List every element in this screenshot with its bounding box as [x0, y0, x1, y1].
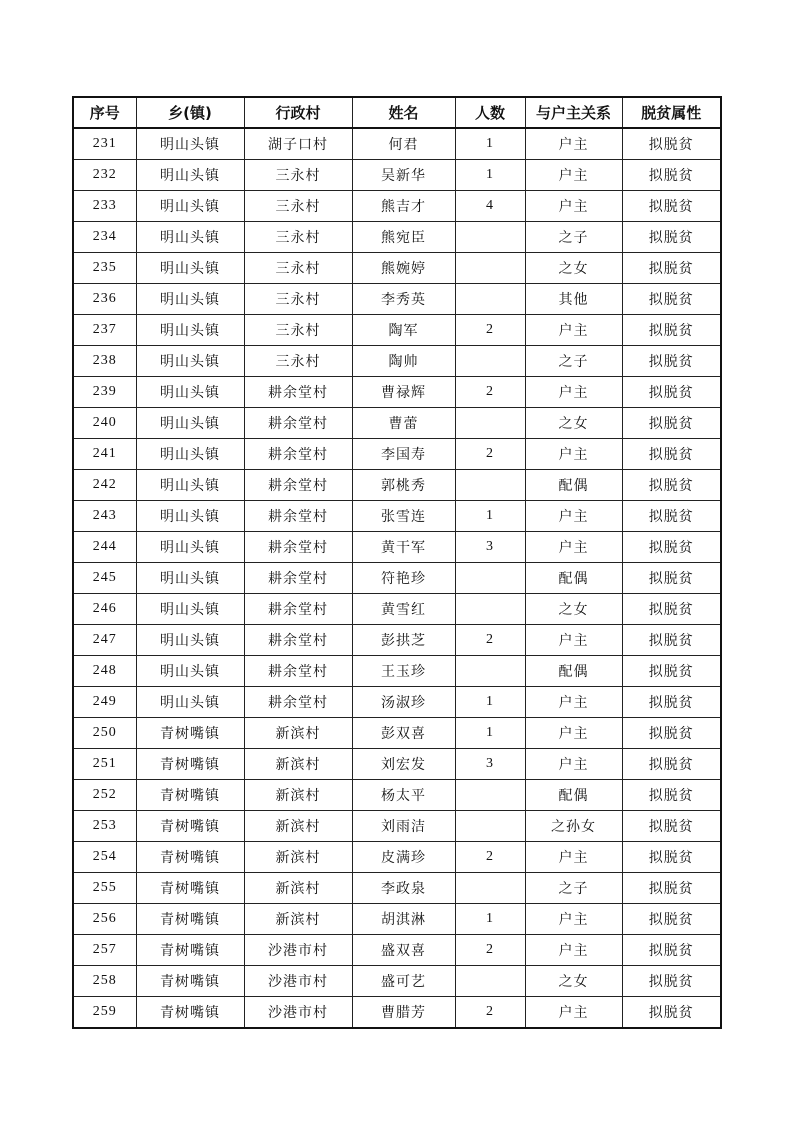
- poverty-status-cell: 拟脱贫: [622, 842, 721, 873]
- serial-number-cell: 255: [73, 873, 136, 904]
- name-cell: 李政泉: [352, 873, 455, 904]
- household-size-cell: [455, 284, 525, 315]
- township-cell: 明山头镇: [136, 687, 244, 718]
- relation-cell: 户主: [525, 718, 622, 749]
- township-cell: 明山头镇: [136, 501, 244, 532]
- table-row: [73, 408, 721, 439]
- household-size-cell: [455, 594, 525, 625]
- village-cell: 沙港市村: [244, 966, 352, 997]
- table-row: [73, 377, 721, 408]
- name-cell: 陶军: [352, 315, 455, 346]
- village-cell: 三永村: [244, 222, 352, 253]
- household-size-cell: 2: [455, 842, 525, 873]
- poverty-status-cell: 拟脱贫: [622, 532, 721, 563]
- village-cell: 耕余堂村: [244, 687, 352, 718]
- relation-cell: 户主: [525, 532, 622, 563]
- township-cell: 明山头镇: [136, 346, 244, 377]
- serial-number-cell: 254: [73, 842, 136, 873]
- serial-number-cell: 249: [73, 687, 136, 718]
- serial-number-cell: 231: [73, 128, 136, 160]
- village-cell: 耕余堂村: [244, 439, 352, 470]
- name-cell: 郭桃秀: [352, 470, 455, 501]
- poverty-status-cell: 拟脱贫: [622, 687, 721, 718]
- poverty-status-cell: 拟脱贫: [622, 997, 721, 1029]
- household-size-cell: [455, 346, 525, 377]
- relation-cell: 其他: [525, 284, 622, 315]
- serial-number-cell: 248: [73, 656, 136, 687]
- serial-number-cell: 235: [73, 253, 136, 284]
- household-size-cell: 1: [455, 501, 525, 532]
- serial-number-cell: 233: [73, 191, 136, 222]
- township-cell: 青树嘴镇: [136, 997, 244, 1029]
- table-row: [73, 594, 721, 625]
- poverty-status-cell: 拟脱贫: [622, 160, 721, 191]
- serial-number-cell: 247: [73, 625, 136, 656]
- household-size-cell: 4: [455, 191, 525, 222]
- household-size-cell: 2: [455, 377, 525, 408]
- table-row: [73, 315, 721, 346]
- name-cell: 何君: [352, 128, 455, 160]
- relation-cell: 之女: [525, 253, 622, 284]
- serial-number-cell: 241: [73, 439, 136, 470]
- poverty-status-cell: 拟脱贫: [622, 253, 721, 284]
- household-size-cell: [455, 811, 525, 842]
- name-cell: 盛双喜: [352, 935, 455, 966]
- poverty-roster-table: [72, 96, 722, 1029]
- village-cell: 新滨村: [244, 811, 352, 842]
- household-size-cell: [455, 408, 525, 439]
- township-cell: 明山头镇: [136, 656, 244, 687]
- poverty-status-cell: 拟脱贫: [622, 128, 721, 160]
- village-cell: 耕余堂村: [244, 377, 352, 408]
- serial-number-cell: 256: [73, 904, 136, 935]
- poverty-status-cell: 拟脱贫: [622, 470, 721, 501]
- table-row: [73, 656, 721, 687]
- township-cell: 明山头镇: [136, 532, 244, 563]
- village-cell: 新滨村: [244, 904, 352, 935]
- household-size-cell: 1: [455, 687, 525, 718]
- township-cell: 明山头镇: [136, 128, 244, 160]
- relation-cell: 户主: [525, 935, 622, 966]
- poverty-status-cell: 拟脱贫: [622, 501, 721, 532]
- table-row: [73, 160, 721, 191]
- table-row: [73, 997, 721, 1029]
- table-row: [73, 625, 721, 656]
- table-row: [73, 191, 721, 222]
- poverty-status-cell: 拟脱贫: [622, 656, 721, 687]
- poverty-status-cell: 拟脱贫: [622, 594, 721, 625]
- township-cell: 青树嘴镇: [136, 935, 244, 966]
- name-cell: 李秀英: [352, 284, 455, 315]
- serial-number-cell: 246: [73, 594, 136, 625]
- relation-cell: 户主: [525, 625, 622, 656]
- name-cell: 熊婉婷: [352, 253, 455, 284]
- name-cell: 刘宏发: [352, 749, 455, 780]
- poverty-status-cell: 拟脱贫: [622, 718, 721, 749]
- township-cell: 青树嘴镇: [136, 842, 244, 873]
- serial-number-cell: 253: [73, 811, 136, 842]
- name-cell: 胡淇淋: [352, 904, 455, 935]
- table-row: [73, 718, 721, 749]
- village-cell: 新滨村: [244, 718, 352, 749]
- township-cell: 明山头镇: [136, 470, 244, 501]
- poverty-status-cell: 拟脱贫: [622, 904, 721, 935]
- table-row: [73, 687, 721, 718]
- township-cell: 明山头镇: [136, 563, 244, 594]
- village-cell: 湖子口村: [244, 128, 352, 160]
- name-cell: 黄干军: [352, 532, 455, 563]
- serial-number-cell: 244: [73, 532, 136, 563]
- name-cell: 熊吉才: [352, 191, 455, 222]
- household-size-cell: 2: [455, 625, 525, 656]
- table-row: [73, 811, 721, 842]
- poverty-status-cell: 拟脱贫: [622, 563, 721, 594]
- header-row: [73, 97, 721, 128]
- table-row: [73, 128, 721, 160]
- table-row: [73, 842, 721, 873]
- poverty-status-cell: 拟脱贫: [622, 315, 721, 346]
- header-relation-to-head: 与户主关系: [525, 97, 622, 128]
- table-row: [73, 284, 721, 315]
- poverty-status-cell: 拟脱贫: [622, 625, 721, 656]
- township-cell: 青树嘴镇: [136, 718, 244, 749]
- township-cell: 青树嘴镇: [136, 904, 244, 935]
- serial-number-cell: 232: [73, 160, 136, 191]
- name-cell: 杨太平: [352, 780, 455, 811]
- village-cell: 新滨村: [244, 749, 352, 780]
- table-row: [73, 253, 721, 284]
- household-size-cell: [455, 470, 525, 501]
- table-row: [73, 749, 721, 780]
- serial-number-cell: 237: [73, 315, 136, 346]
- relation-cell: 配偶: [525, 780, 622, 811]
- household-size-cell: [455, 656, 525, 687]
- relation-cell: 之孙女: [525, 811, 622, 842]
- village-cell: 耕余堂村: [244, 532, 352, 563]
- serial-number-cell: 238: [73, 346, 136, 377]
- name-cell: 王玉珍: [352, 656, 455, 687]
- household-size-cell: 1: [455, 160, 525, 191]
- village-cell: 耕余堂村: [244, 501, 352, 532]
- relation-cell: 之女: [525, 966, 622, 997]
- relation-cell: 户主: [525, 997, 622, 1029]
- relation-cell: 户主: [525, 160, 622, 191]
- serial-number-cell: 258: [73, 966, 136, 997]
- table-row: [73, 532, 721, 563]
- village-cell: 耕余堂村: [244, 408, 352, 439]
- household-size-cell: 2: [455, 935, 525, 966]
- name-cell: 张雪连: [352, 501, 455, 532]
- household-size-cell: 1: [455, 128, 525, 160]
- serial-number-cell: 251: [73, 749, 136, 780]
- village-cell: 耕余堂村: [244, 594, 352, 625]
- village-cell: 耕余堂村: [244, 625, 352, 656]
- township-cell: 明山头镇: [136, 594, 244, 625]
- village-cell: 三永村: [244, 284, 352, 315]
- relation-cell: 之子: [525, 346, 622, 377]
- relation-cell: 配偶: [525, 563, 622, 594]
- serial-number-cell: 240: [73, 408, 136, 439]
- table-row: [73, 904, 721, 935]
- township-cell: 明山头镇: [136, 191, 244, 222]
- relation-cell: 之女: [525, 408, 622, 439]
- serial-number-cell: 243: [73, 501, 136, 532]
- township-cell: 明山头镇: [136, 284, 244, 315]
- village-cell: 沙港市村: [244, 997, 352, 1029]
- household-size-cell: [455, 780, 525, 811]
- serial-number-cell: 259: [73, 997, 136, 1029]
- relation-cell: 户主: [525, 315, 622, 346]
- village-cell: 耕余堂村: [244, 656, 352, 687]
- relation-cell: 之子: [525, 873, 622, 904]
- table-header: [73, 97, 721, 128]
- table-row: [73, 873, 721, 904]
- poverty-status-cell: 拟脱贫: [622, 284, 721, 315]
- serial-number-cell: 245: [73, 563, 136, 594]
- name-cell: 盛可艺: [352, 966, 455, 997]
- relation-cell: 配偶: [525, 470, 622, 501]
- poverty-status-cell: 拟脱贫: [622, 439, 721, 470]
- serial-number-cell: 252: [73, 780, 136, 811]
- table-row: [73, 966, 721, 997]
- village-cell: 三永村: [244, 191, 352, 222]
- name-cell: 熊宛臣: [352, 222, 455, 253]
- relation-cell: 户主: [525, 904, 622, 935]
- township-cell: 明山头镇: [136, 439, 244, 470]
- name-cell: 陶帅: [352, 346, 455, 377]
- name-cell: 曹腊芳: [352, 997, 455, 1029]
- household-size-cell: 3: [455, 532, 525, 563]
- serial-number-cell: 236: [73, 284, 136, 315]
- poverty-status-cell: 拟脱贫: [622, 780, 721, 811]
- table-row: [73, 780, 721, 811]
- header-poverty-status: 脱贫属性: [622, 97, 721, 128]
- table-row: [73, 346, 721, 377]
- name-cell: 曹禄辉: [352, 377, 455, 408]
- township-cell: 青树嘴镇: [136, 749, 244, 780]
- name-cell: 符艳珍: [352, 563, 455, 594]
- serial-number-cell: 239: [73, 377, 136, 408]
- household-size-cell: 3: [455, 749, 525, 780]
- household-size-cell: [455, 873, 525, 904]
- relation-cell: 户主: [525, 749, 622, 780]
- township-cell: 明山头镇: [136, 408, 244, 439]
- household-size-cell: 1: [455, 904, 525, 935]
- relation-cell: 之子: [525, 222, 622, 253]
- name-cell: 皮满珍: [352, 842, 455, 873]
- township-cell: 青树嘴镇: [136, 966, 244, 997]
- table-row: [73, 222, 721, 253]
- village-cell: 三永村: [244, 315, 352, 346]
- poverty-status-cell: 拟脱贫: [622, 873, 721, 904]
- village-cell: 沙港市村: [244, 935, 352, 966]
- header-serial-number: 序号: [73, 97, 136, 128]
- township-cell: 明山头镇: [136, 222, 244, 253]
- name-cell: 彭拱芝: [352, 625, 455, 656]
- poverty-status-cell: 拟脱贫: [622, 222, 721, 253]
- header-household-size: 人数: [455, 97, 525, 128]
- village-cell: 三永村: [244, 160, 352, 191]
- serial-number-cell: 242: [73, 470, 136, 501]
- relation-cell: 户主: [525, 501, 622, 532]
- township-cell: 明山头镇: [136, 625, 244, 656]
- village-cell: 耕余堂村: [244, 470, 352, 501]
- village-cell: 新滨村: [244, 780, 352, 811]
- township-cell: 青树嘴镇: [136, 811, 244, 842]
- poverty-status-cell: 拟脱贫: [622, 966, 721, 997]
- name-cell: 吴新华: [352, 160, 455, 191]
- township-cell: 明山头镇: [136, 377, 244, 408]
- village-cell: 耕余堂村: [244, 563, 352, 594]
- name-cell: 曹蕾: [352, 408, 455, 439]
- household-size-cell: [455, 966, 525, 997]
- serial-number-cell: 257: [73, 935, 136, 966]
- relation-cell: 之女: [525, 594, 622, 625]
- village-cell: 新滨村: [244, 873, 352, 904]
- village-cell: 三永村: [244, 346, 352, 377]
- household-size-cell: [455, 222, 525, 253]
- township-cell: 明山头镇: [136, 253, 244, 284]
- table-row: [73, 935, 721, 966]
- serial-number-cell: 234: [73, 222, 136, 253]
- poverty-status-cell: 拟脱贫: [622, 811, 721, 842]
- poverty-status-cell: 拟脱贫: [622, 346, 721, 377]
- household-size-cell: [455, 563, 525, 594]
- township-cell: 青树嘴镇: [136, 873, 244, 904]
- name-cell: 黄雪红: [352, 594, 455, 625]
- village-cell: 三永村: [244, 253, 352, 284]
- relation-cell: 户主: [525, 377, 622, 408]
- household-size-cell: 1: [455, 718, 525, 749]
- table-body: [73, 128, 721, 1028]
- relation-cell: 户主: [525, 191, 622, 222]
- header-village: 行政村: [244, 97, 352, 128]
- serial-number-cell: 250: [73, 718, 136, 749]
- household-size-cell: [455, 253, 525, 284]
- poverty-status-cell: 拟脱贫: [622, 408, 721, 439]
- name-cell: 彭双喜: [352, 718, 455, 749]
- table-row: [73, 439, 721, 470]
- header-name: 姓名: [352, 97, 455, 128]
- name-cell: 刘雨洁: [352, 811, 455, 842]
- relation-cell: 配偶: [525, 656, 622, 687]
- household-size-cell: 2: [455, 997, 525, 1029]
- relation-cell: 户主: [525, 128, 622, 160]
- township-cell: 明山头镇: [136, 160, 244, 191]
- relation-cell: 户主: [525, 842, 622, 873]
- poverty-status-cell: 拟脱贫: [622, 191, 721, 222]
- township-cell: 明山头镇: [136, 315, 244, 346]
- poverty-status-cell: 拟脱贫: [622, 377, 721, 408]
- name-cell: 李国寿: [352, 439, 455, 470]
- township-cell: 青树嘴镇: [136, 780, 244, 811]
- relation-cell: 户主: [525, 439, 622, 470]
- table-row: [73, 563, 721, 594]
- household-size-cell: 2: [455, 315, 525, 346]
- header-township: 乡(镇): [136, 97, 244, 128]
- table-row: [73, 501, 721, 532]
- village-cell: 新滨村: [244, 842, 352, 873]
- poverty-status-cell: 拟脱贫: [622, 749, 721, 780]
- relation-cell: 户主: [525, 687, 622, 718]
- household-size-cell: 2: [455, 439, 525, 470]
- poverty-status-cell: 拟脱贫: [622, 935, 721, 966]
- name-cell: 汤淑珍: [352, 687, 455, 718]
- table-row: [73, 470, 721, 501]
